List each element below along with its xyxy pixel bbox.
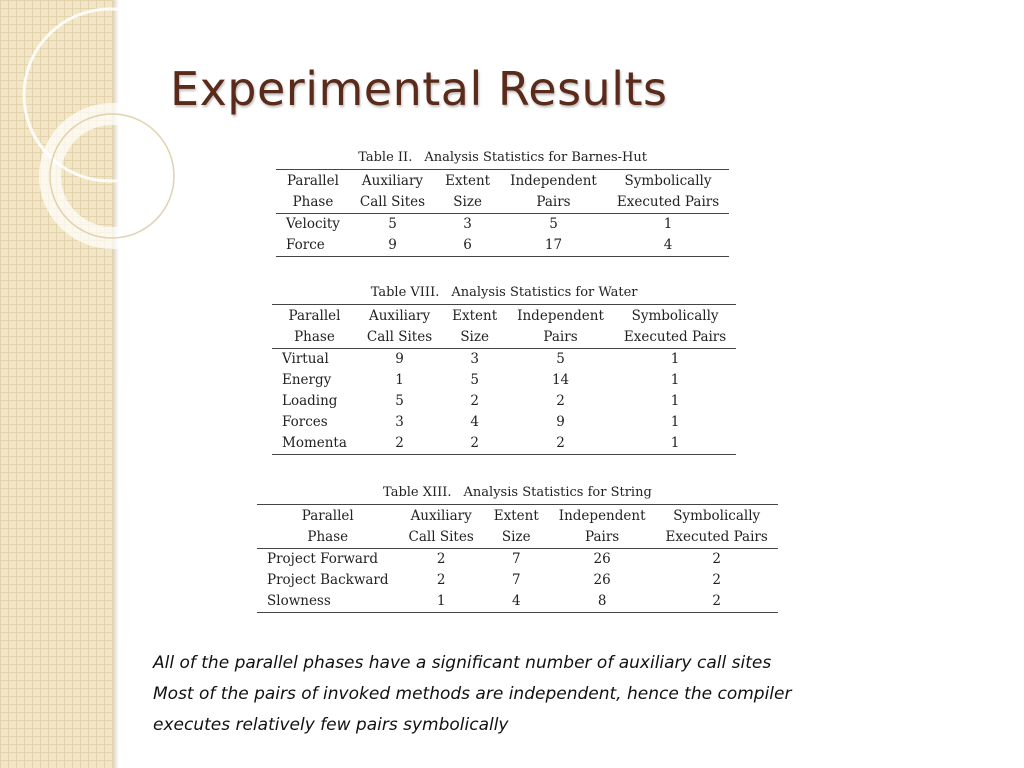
table-barnes-hut <box>276 169 729 257</box>
table-cell: 5 <box>395 393 404 409</box>
column-header: Call Sites <box>399 527 484 549</box>
note-line: Most of the pairs of invoked methods are independent, hence the compiler <box>153 684 792 704</box>
column-header: Call Sites <box>350 192 435 214</box>
column-header: Executed Pairs <box>656 527 778 549</box>
table-cell: 1 <box>670 372 680 388</box>
table-caption-text: Analysis Statistics for String <box>463 485 652 500</box>
column-header: Phase <box>257 527 399 549</box>
table-row <box>257 549 778 571</box>
column-header: Independent <box>549 505 656 528</box>
column-header: Parallel <box>272 305 357 328</box>
column-header: Phase <box>276 192 350 214</box>
table-cell: 4 <box>484 591 549 613</box>
column-header: Phase <box>272 327 357 349</box>
column-header: Symbolically <box>607 170 729 193</box>
column-header: Pairs <box>549 527 656 549</box>
table-caption <box>272 285 736 300</box>
table-cell: 2 <box>712 551 721 567</box>
table-cell: 26 <box>593 551 611 567</box>
column-header: Executed Pairs <box>614 327 736 349</box>
column-header: Extent <box>435 170 500 193</box>
table-cell: 5 <box>470 372 479 388</box>
table-row <box>257 570 778 591</box>
column-header: Extent <box>442 305 507 328</box>
table-cell: 1 <box>614 433 736 455</box>
table-cell: 9 <box>395 351 404 367</box>
table-cell: Forces <box>282 414 328 430</box>
table-cell: 14 <box>551 372 570 388</box>
table-cell: 2 <box>357 433 442 455</box>
table-cell: 5 <box>556 351 565 367</box>
table-caption <box>257 485 778 500</box>
table-cell: 3 <box>463 216 472 232</box>
column-header: Size <box>442 327 507 349</box>
table-barnes-hut-block <box>276 150 729 257</box>
table-cell: 3 <box>395 414 404 430</box>
column-header: Pairs <box>507 327 614 349</box>
table-cell: 1 <box>399 591 484 613</box>
table-cell: 2 <box>656 591 778 613</box>
column-header: Independent <box>507 305 614 328</box>
decorative-circles <box>0 0 220 270</box>
table-number: Table VIII. <box>370 285 440 300</box>
table-cell: 2 <box>470 393 479 409</box>
column-header: Auxiliary <box>399 505 484 528</box>
table-cell: 26 <box>593 572 611 588</box>
table-cell: Force <box>276 235 350 257</box>
table-row <box>272 433 736 455</box>
table-cell: 2 <box>556 393 565 409</box>
column-header: Parallel <box>276 170 350 193</box>
table-cell: 2 <box>436 572 446 588</box>
table-cell: 9 <box>556 414 565 430</box>
table-cell: 5 <box>388 216 397 232</box>
column-header: Auxiliary <box>350 170 435 193</box>
table-water <box>272 304 736 455</box>
table-cell: 5 <box>549 216 558 232</box>
column-header: Independent <box>500 170 607 193</box>
table-cell: 4 <box>470 414 479 430</box>
table-row <box>272 349 736 371</box>
summary-notes <box>153 648 791 741</box>
note-line: executes relatively few pairs symbolically <box>153 715 509 735</box>
table-caption-text: Analysis Statistics for Water <box>451 285 638 300</box>
table-cell: 7 <box>511 551 521 567</box>
table-row <box>272 391 736 412</box>
table-cell: 2 <box>507 433 614 455</box>
column-header: Auxiliary <box>357 305 442 328</box>
slide-title: Experimental Results <box>170 62 668 116</box>
table-cell: Energy <box>282 372 332 388</box>
table-cell: Momenta <box>272 433 357 455</box>
table-cell: Loading <box>282 393 338 409</box>
table-cell: 3 <box>470 351 479 367</box>
table-cell: 7 <box>511 572 521 588</box>
table-cell: 1 <box>395 372 404 388</box>
table-cell: Virtual <box>282 351 329 367</box>
deco-ring-outline <box>50 114 174 238</box>
column-header: Call Sites <box>357 327 442 349</box>
table-number: Table II. <box>358 150 413 165</box>
table-cell: 1 <box>663 216 673 232</box>
table-caption <box>276 150 729 165</box>
table-row <box>257 591 778 613</box>
column-header: Symbolically <box>656 505 778 528</box>
table-caption-text: Analysis Statistics for Barnes-Hut <box>424 150 647 165</box>
table-cell: Project Backward <box>267 572 389 588</box>
table-cell: Project Forward <box>267 551 379 567</box>
column-header: Size <box>484 527 549 549</box>
table-cell: 2 <box>442 433 507 455</box>
table-cell: 17 <box>500 235 607 257</box>
column-header: Parallel <box>257 505 399 528</box>
note-line: All of the parallel phases have a significant number of auxiliary call sites <box>153 653 772 673</box>
column-header: Executed Pairs <box>607 192 729 214</box>
table-row <box>272 412 736 433</box>
table-cell: Slowness <box>257 591 399 613</box>
table-cell: 4 <box>607 235 729 257</box>
table-cell: 8 <box>549 591 656 613</box>
table-string <box>257 504 778 613</box>
table-cell: 1 <box>670 351 680 367</box>
column-header: Extent <box>484 505 549 528</box>
column-header: Symbolically <box>614 305 736 328</box>
table-row <box>272 370 736 391</box>
table-row <box>276 214 729 236</box>
table-cell: 6 <box>435 235 500 257</box>
table-cell: 1 <box>670 414 680 430</box>
table-water-block <box>272 285 736 455</box>
table-cell: Velocity <box>286 216 340 232</box>
column-header: Pairs <box>500 192 607 214</box>
table-number: Table XIII. <box>383 485 452 500</box>
table-cell: 2 <box>712 572 721 588</box>
column-header: Size <box>435 192 500 214</box>
table-cell: 1 <box>670 393 680 409</box>
table-cell: 2 <box>436 551 446 567</box>
table-row <box>276 235 729 257</box>
table-cell: 9 <box>350 235 435 257</box>
table-string-block <box>257 485 778 613</box>
